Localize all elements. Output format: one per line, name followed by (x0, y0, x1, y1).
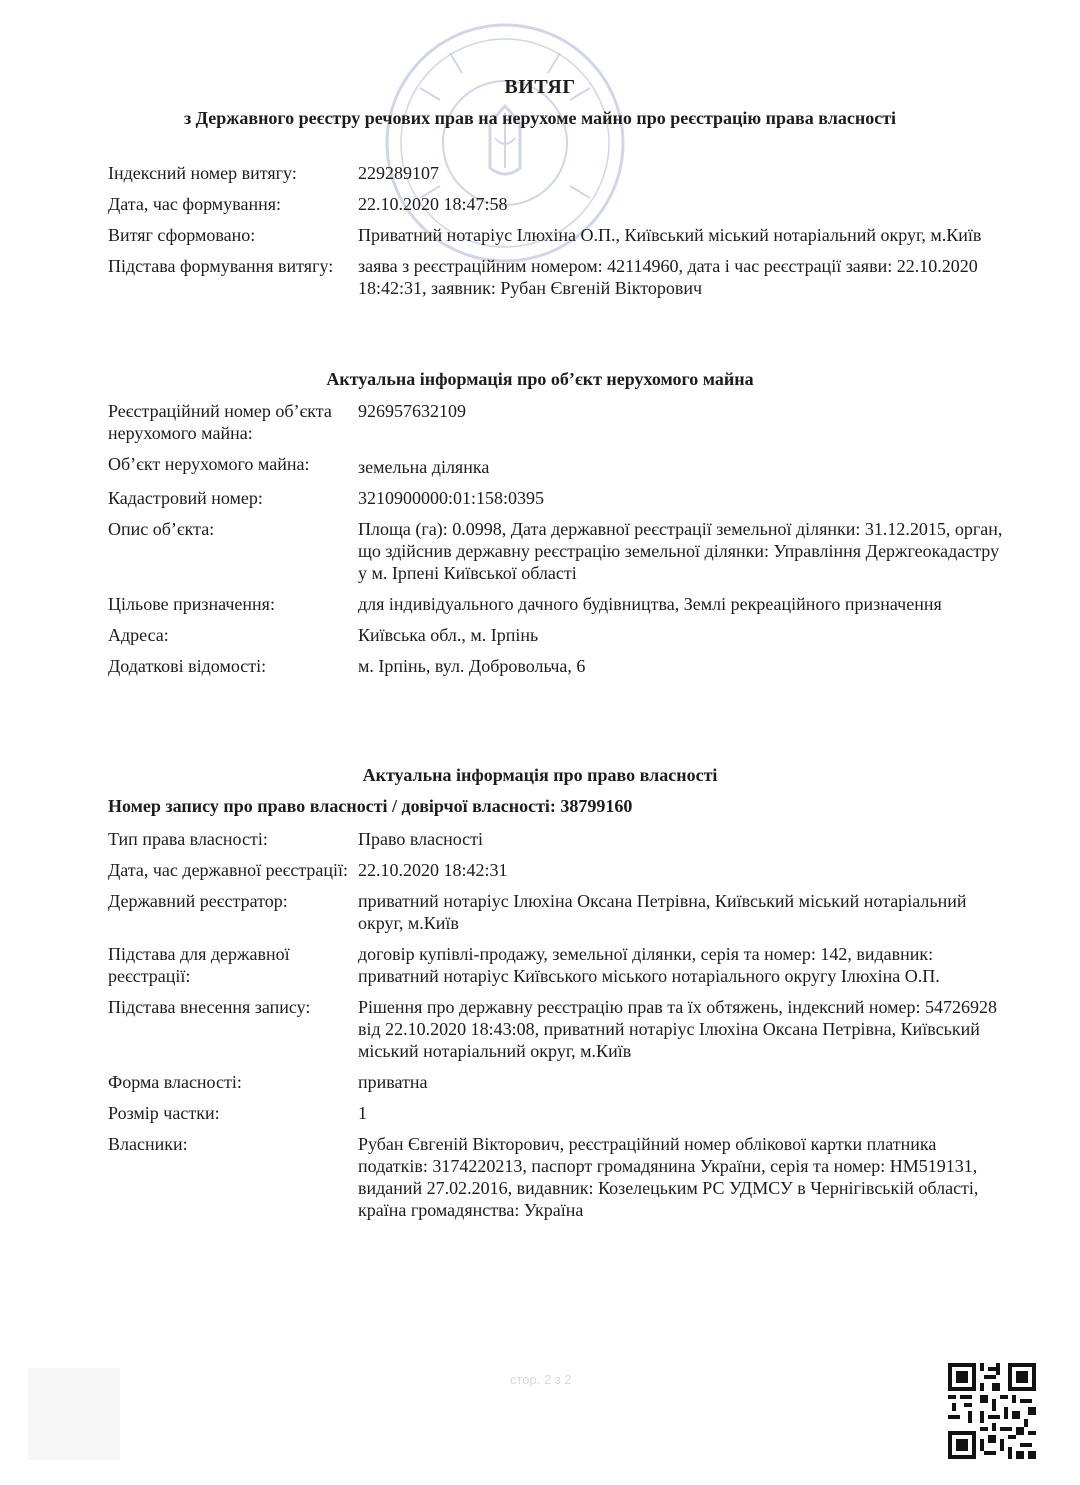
row-label: Додаткові відомості: (108, 656, 267, 676)
info-row (108, 655, 1008, 677)
info-row (108, 859, 1008, 881)
row-value: 22.10.2020 18:42:31 (358, 860, 508, 880)
page-number: стор. 2 з 2 (510, 1372, 572, 1387)
row-label: Розмір частки: (108, 1103, 220, 1123)
row-label: Форма власності: (108, 1072, 242, 1092)
row-label: Державний реєстратор: (108, 891, 288, 911)
info-row (108, 224, 1008, 246)
row-label: Опис об’єкта: (108, 519, 215, 539)
row-label: Адреса: (108, 625, 169, 645)
row-label: Кадастровий номер: (108, 488, 263, 508)
row-value: Рішення про державну реєстрацію прав та їх обтяжень, індексний номер: 54726928 від 22.10.2020 18:43:08, приватний нотаріус Ілюхіна Оксана Петрівна, Київський міський нотаріальний округ, м.Київ (358, 997, 998, 1061)
document-title: ВИТЯГ (504, 76, 576, 98)
row-value: Рубан Євгеній Вікторович, реєстраційний номер облікової картки платника податків: 3174220213, паспорт громадянина України, серія та номер: НМ519131, виданий 27.02.2016, видавник: Козелецьким РС УДМСУ в Чернігівській області, країна громадянства: Україна (358, 1134, 979, 1220)
row-label: Реєстраційний номер об’єкта нерухомого майна: (108, 401, 332, 443)
info-row (108, 487, 1008, 509)
row-value: Право власності (358, 829, 484, 849)
row-value: для індивідуального дачного будівництва, Землі рекреаційного призначення (358, 594, 942, 614)
info-row (108, 1071, 1008, 1093)
info-row (108, 518, 1008, 584)
row-label: Тип права власності: (108, 829, 268, 849)
row-value: Київська обл., м. Ірпінь (358, 625, 539, 645)
info-row (108, 943, 1008, 987)
row-label: Цільове призначення: (108, 594, 275, 614)
row-value: 22.10.2020 18:47:58 (358, 194, 508, 214)
ownership-section-title: Актуальна інформація про право власності (362, 765, 718, 785)
row-label: Об’єкт нерухомого майна: (108, 454, 310, 474)
row-value: Приватний нотаріус Ілюхіна О.П., Київський міський нотаріальний округ, м.Київ (358, 225, 982, 245)
row-value: 1 (358, 1103, 367, 1123)
row-label: Витяг сформовано: (108, 225, 256, 245)
row-value: приватний нотаріус Ілюхіна Оксана Петрівна, Київський міський нотаріальний округ, м.Київ (358, 891, 967, 933)
row-label: Власники: (108, 1134, 188, 1154)
info-row (108, 593, 1008, 615)
info-row (108, 453, 1008, 478)
info-row (108, 400, 1008, 444)
info-row (108, 890, 1008, 934)
row-value: Площа (га): 0.0998, Дата державної реєстрації земельної ділянки: 31.12.2015, орган, що здійснив державну реєстрацію земельної ділянки: Управління Держгеокадастру у м. Ірпені Київської області (358, 519, 1003, 583)
row-label: Дата, час державної реєстрації: (108, 860, 349, 880)
info-row (108, 255, 1008, 299)
row-value: 3210900000:01:158:0395 (358, 488, 545, 508)
info-row (108, 162, 1008, 184)
info-row (108, 1102, 1008, 1124)
qr-code (948, 1362, 1036, 1460)
row-label: Дата, час формування: (108, 194, 281, 214)
faint-qr-code (28, 1368, 120, 1460)
info-row (108, 1133, 1008, 1221)
row-label: Підстава внесення запису: (108, 997, 311, 1017)
object-info-block (108, 400, 1008, 686)
row-label: Індексний номер витягу: (108, 163, 297, 183)
row-value: заява з реєстраційним номером: 42114960, дата і час реєстрації заяви: 22.10.2020 18:42:31, заявник: Рубан Євгеній Вікторович (358, 256, 978, 298)
row-label: Підстава для державної реєстрації: (108, 944, 290, 986)
ownership-info-block (108, 828, 1008, 1230)
extract-info-block (108, 162, 1008, 308)
row-value: приватна (358, 1072, 428, 1092)
info-row (108, 996, 1008, 1062)
row-value: договір купівлі-продажу, земельної ділянки, серія та номер: 142, видавник: приватний нотаріус Київського міського нотаріального округу Ілюхіна О.П. (358, 944, 940, 986)
info-row (108, 193, 1008, 215)
info-row (108, 624, 1008, 646)
row-label: Підстава формування витягу: (108, 256, 334, 276)
row-value: 229289107 (358, 163, 439, 183)
info-row (108, 828, 1008, 850)
document-subtitle: з Державного реєстру речових прав на нерухоме майно про реєстрацію права власності (183, 108, 897, 128)
row-value: земельна ділянка (358, 457, 490, 477)
ownership-record-title: Номер запису про право власності / довірчої власності: 38799160 (108, 796, 633, 816)
row-value: м. Ірпінь, вул. Добровольча, 6 (358, 656, 586, 676)
row-value: 926957632109 (358, 401, 466, 421)
object-section-title: Актуальна інформація про об’єкт нерухомого майна (326, 369, 754, 389)
